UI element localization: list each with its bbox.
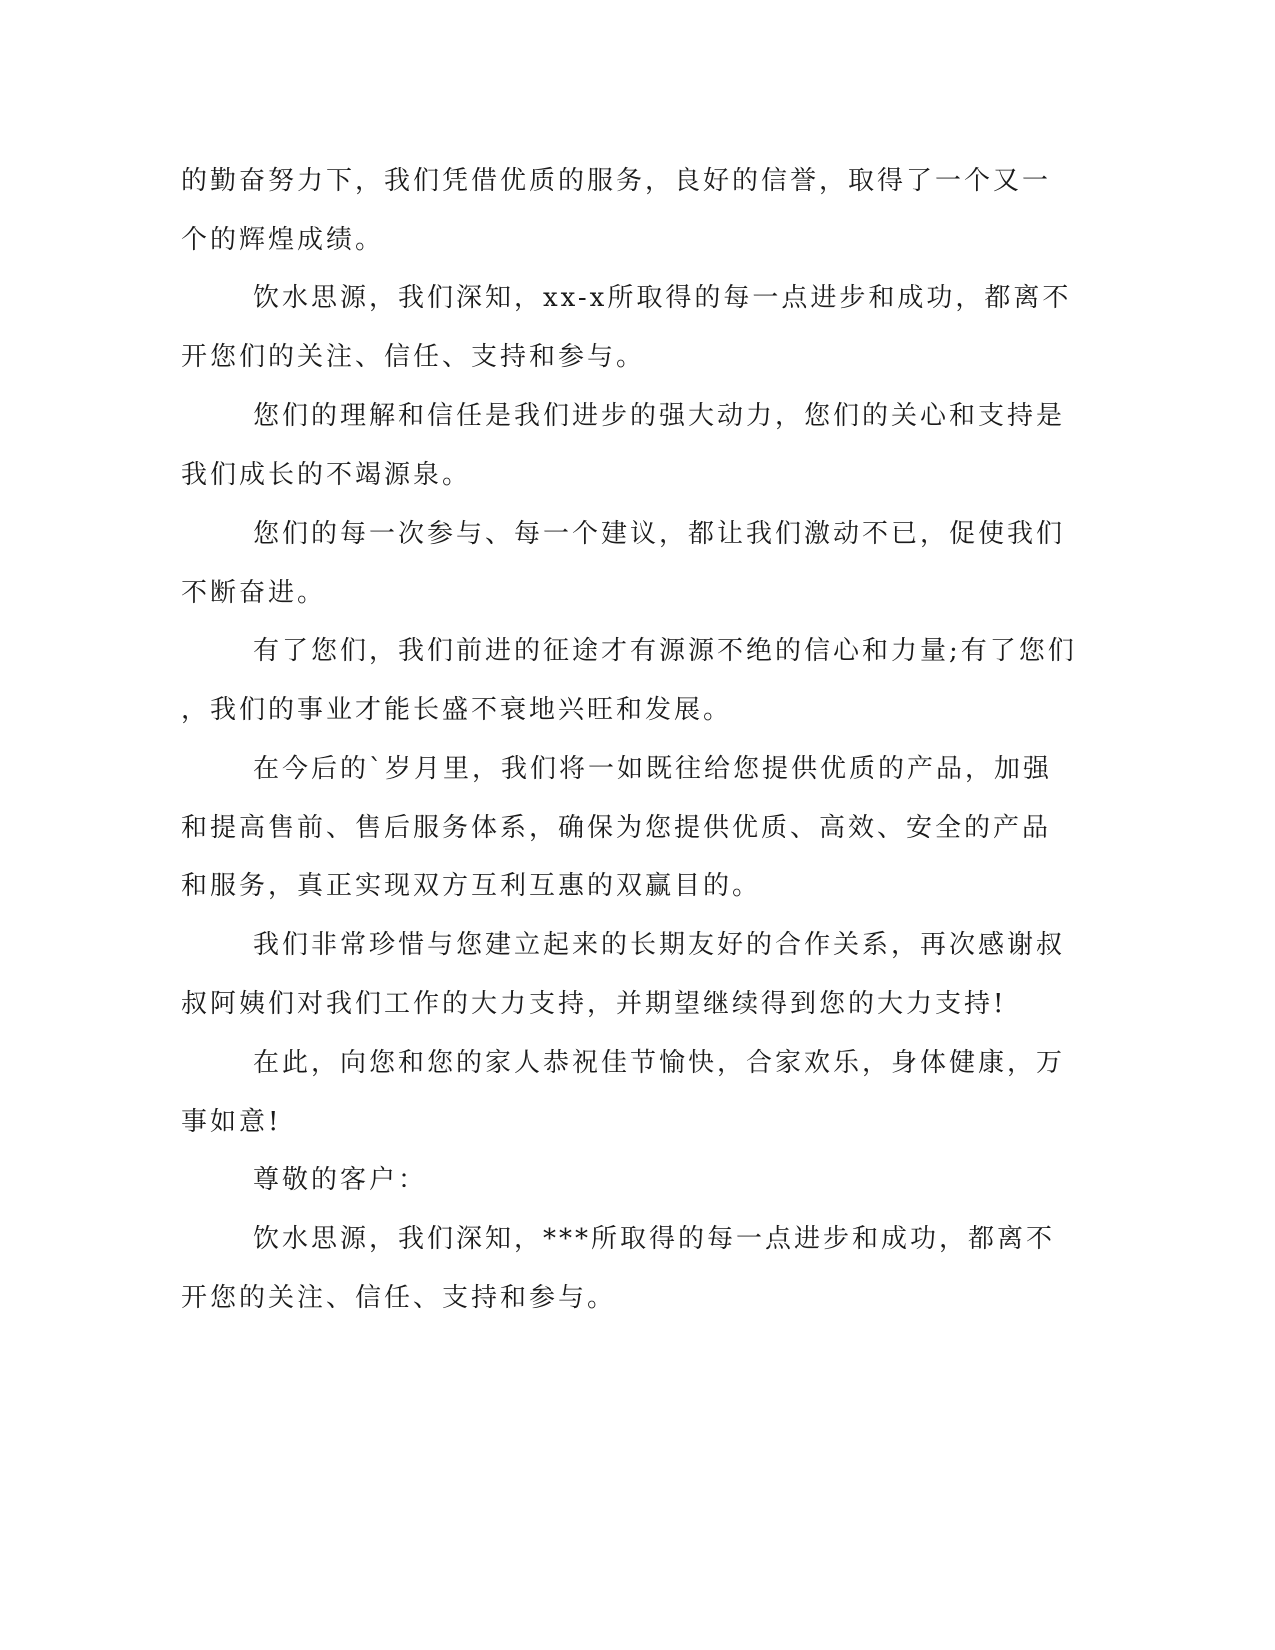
paragraph-first-line: 我们非常珍惜与您建立起来的长期友好的合作关系，再次感谢叔 [253,930,1066,960]
paragraph-first-line: 有了您们，我们前进的征途才有源源不绝的信心和力量;有了您们 [253,636,1077,666]
salutation: 尊敬的客户： [253,1165,428,1195]
text-line: 事如意! [181,1107,282,1137]
text-line: 和服务，真正实现双方互利互惠的双赢目的。 [181,871,762,901]
text-line: 不断奋进。 [181,578,327,608]
text-line: 的勤奋努力下，我们凭借优质的服务，良好的信誉，取得了一个又一 [181,166,1052,196]
paragraph-first-line: 在此，向您和您的家人恭祝佳节愉快，合家欢乐，身体健康，万 [253,1048,1066,1078]
text-line: 叔阿姨们对我们工作的大力支持，并期望继续得到您的大力支持! [181,989,1007,1019]
text-line: 开您的关注、信任、支持和参与。 [181,1283,617,1313]
text-line: 开您们的关注、信任、支持和参与。 [181,342,646,372]
text-line: 我们成长的不竭源泉。 [181,460,472,490]
text-line: ，我们的事业才能长盛不衰地兴旺和发展。 [181,695,733,725]
text-line: 个的辉煌成绩。 [181,225,385,255]
paragraph-first-line: 在今后的`岁月里，我们将一如既往给您提供优质的产品，加强 [253,754,1053,784]
paragraph-first-line: 饮水思源，我们深知，xx-x所取得的每一点进步和成功，都离不 [253,283,1072,313]
paragraph-first-line: 饮水思源，我们深知，***所取得的每一点进步和成功，都离不 [253,1224,1056,1254]
paragraph-first-line: 您们的理解和信任是我们进步的强大动力，您们的关心和支持是 [253,401,1066,431]
paragraph-first-line: 您们的每一次参与、每一个建议，都让我们激动不已，促使我们 [253,519,1066,549]
text-line: 和提高售前、售后服务体系，确保为您提供优质、高效、安全的产品 [181,813,1052,843]
